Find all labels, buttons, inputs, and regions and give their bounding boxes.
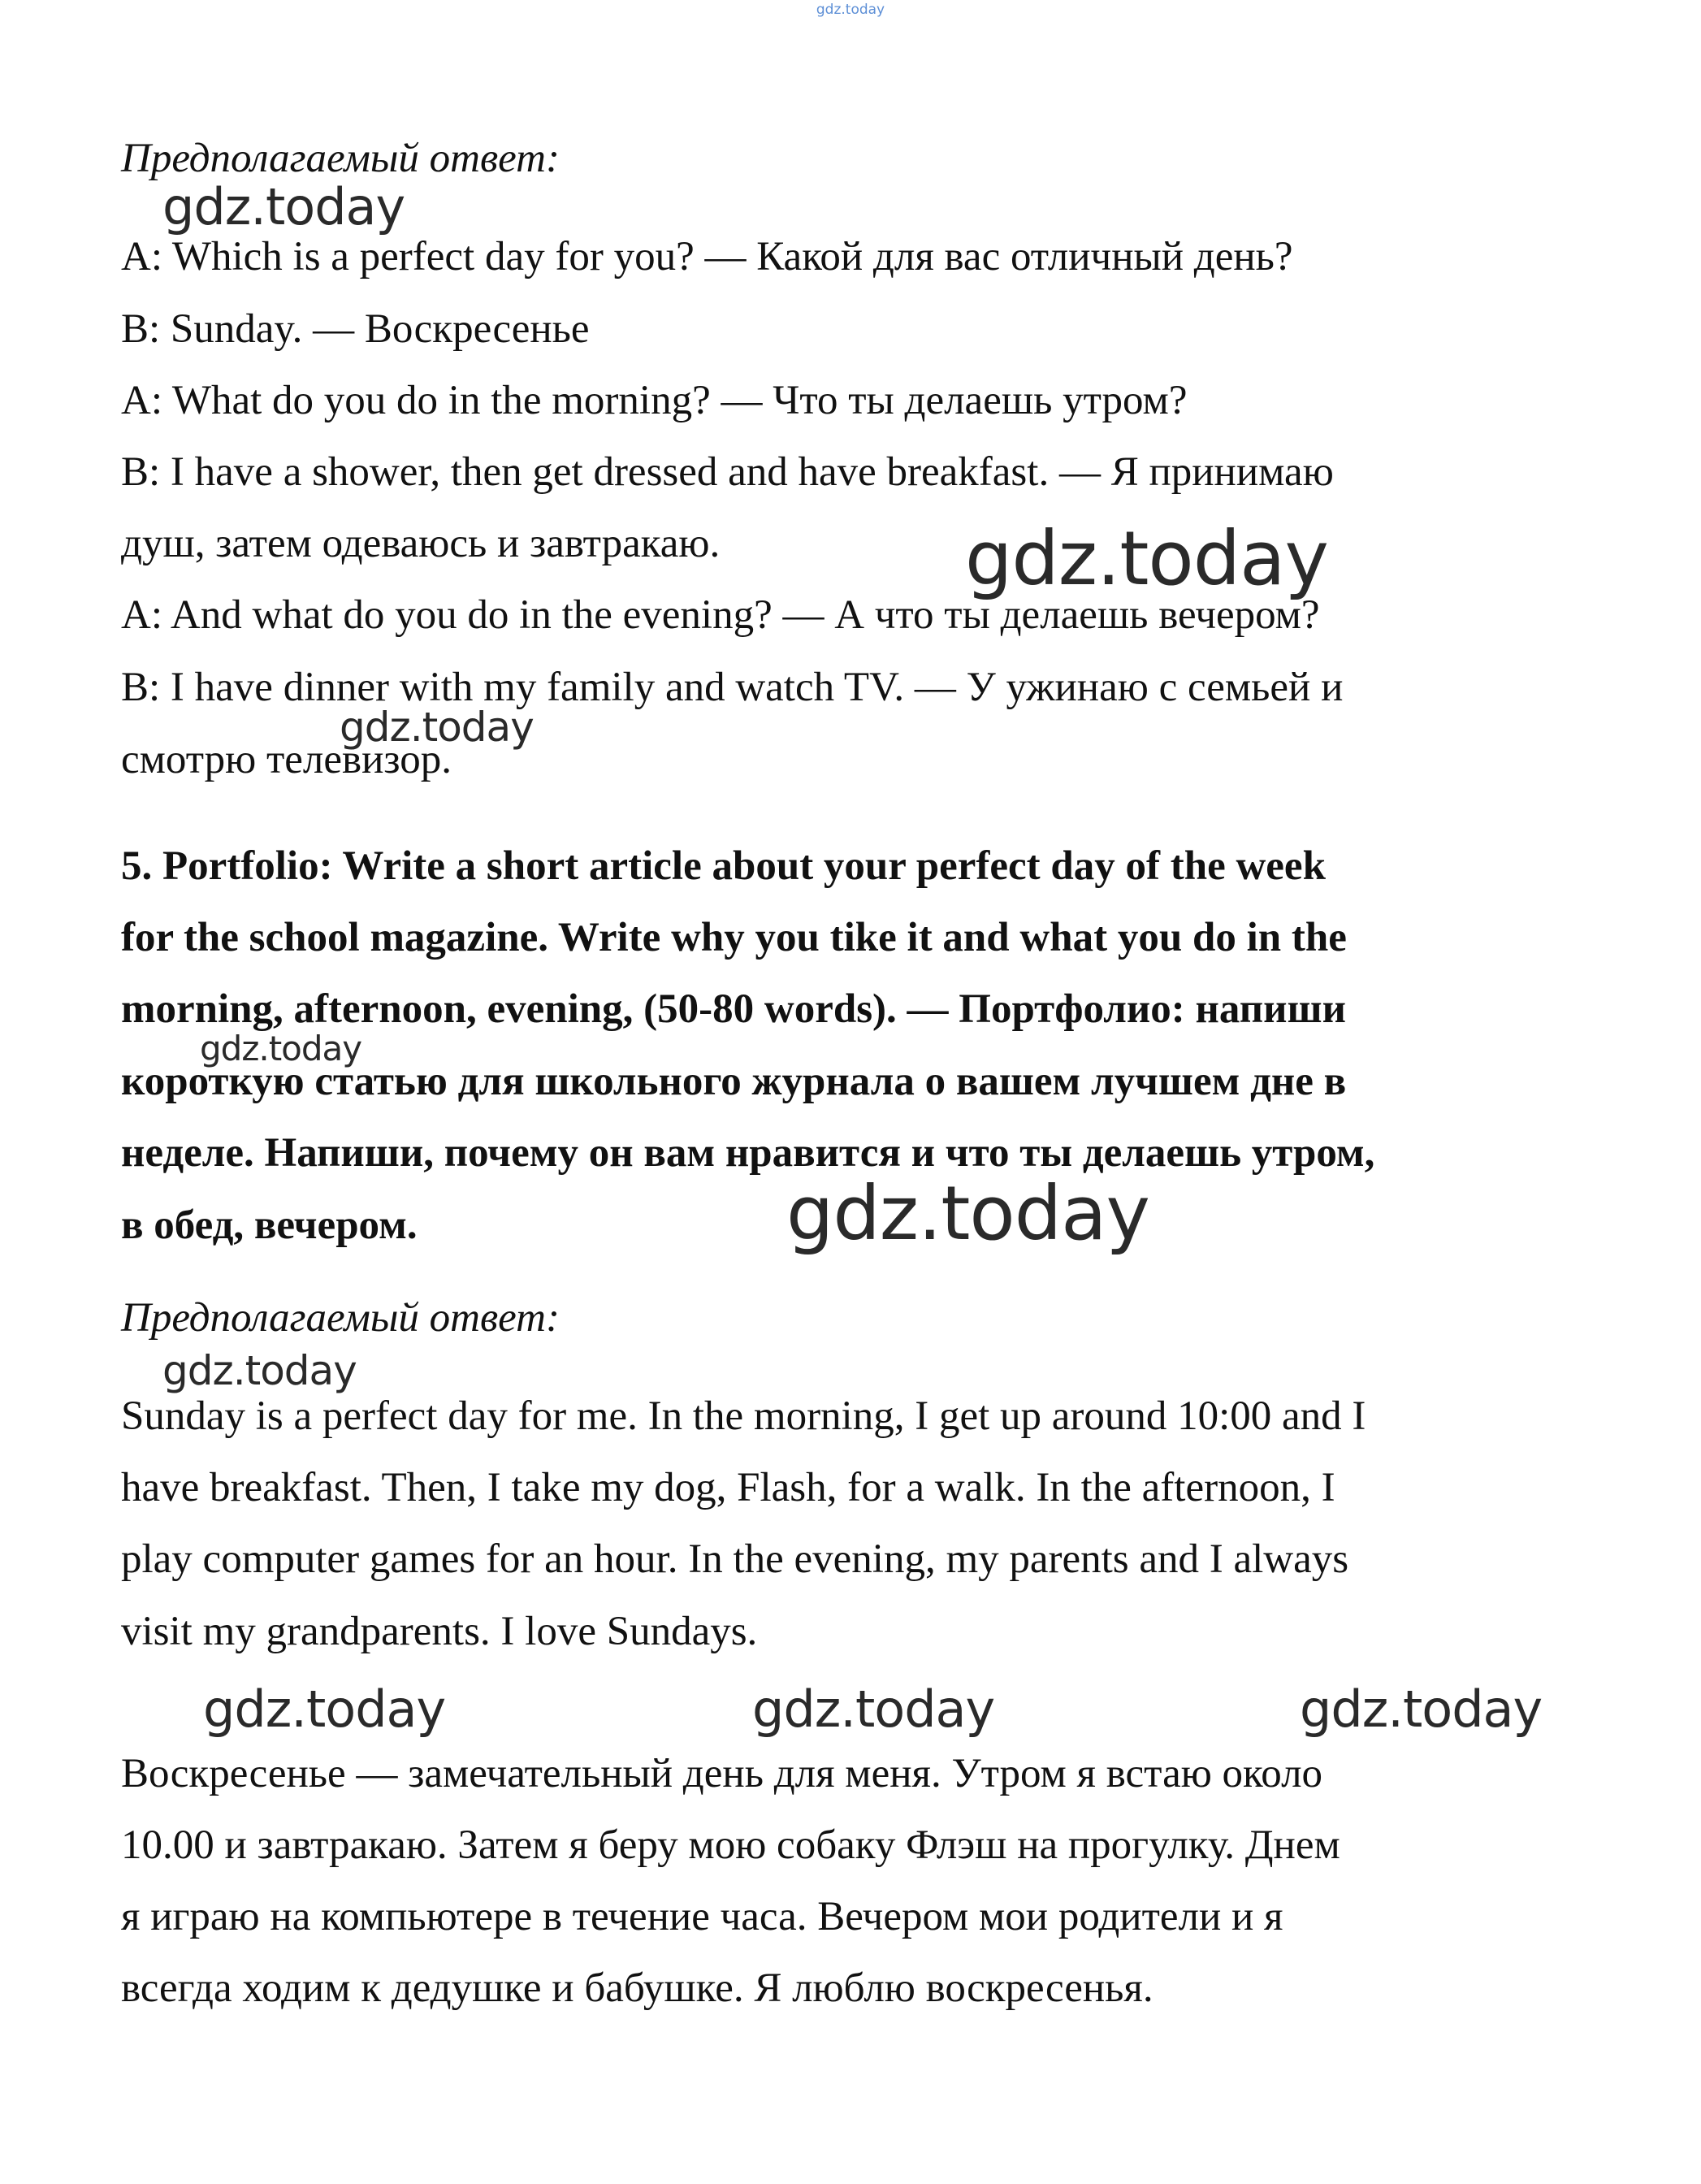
task-heading-line: for the school magazine. Write why you tike it and what you do in the — [121, 915, 1347, 960]
dialogue-line: A: Which is a perfect day for you? — Какой для вас отличный день? — [121, 234, 1293, 280]
task-heading-line: в обед, вечером. — [121, 1202, 418, 1248]
watermark: gdz.today — [203, 1679, 446, 1739]
answer-english-line: Sunday is a perfect day for me. In the morning, I get up around 10:00 and I — [121, 1393, 1366, 1439]
dialogue-line: A: What do you do in the morning? — Что ты делаешь утром? — [121, 378, 1188, 423]
header-watermark: gdz.today — [816, 2, 885, 18]
watermark: gdz.today — [1300, 1679, 1543, 1739]
watermark: gdz.today — [200, 1029, 362, 1068]
dialogue-line: смотрю телевизор. — [121, 737, 452, 782]
answer-label: Предполагаемый ответ: — [121, 136, 560, 181]
answer-russian-line: я играю на компьютере в течение часа. Вечером мои родители и я — [121, 1894, 1283, 1939]
task-heading-line: неделе. Напиши, почему он вам нравится и что ты делаешь утром, — [121, 1130, 1375, 1176]
task-heading-line: morning, afternoon, evening, (50-80 words). — Портфолио: напиши — [121, 986, 1346, 1032]
answer-english-line: play computer games for an hour. In the evening, my parents and I always — [121, 1536, 1349, 1582]
task-heading-line: 5. Portfolio: Write a short article about your perfect day of the week — [121, 843, 1326, 889]
watermark: gdz.today — [786, 1170, 1149, 1257]
dialogue-line: B: I have dinner with my family and watch TV. — У ужинаю с семьей и — [121, 665, 1344, 710]
answer-english-line: visit my grandparents. I love Sundays. — [121, 1609, 758, 1654]
watermark: gdz.today — [162, 177, 405, 236]
watermark: gdz.today — [340, 704, 534, 751]
answer-russian-line: Воскресенье — замечательный день для меня. Утром я встаю около — [121, 1751, 1323, 1796]
watermark: gdz.today — [752, 1679, 995, 1739]
answer-russian-line: всегда ходим к дедушке и бабушке. Я люблю воскресенья. — [121, 1965, 1153, 2011]
watermark: gdz.today — [965, 515, 1328, 602]
answer-label: Предполагаемый ответ: — [121, 1295, 560, 1341]
dialogue-line: A: And what do you do in the evening? — А что ты делаешь вечером? — [121, 592, 1320, 638]
watermark: gdz.today — [162, 1347, 357, 1394]
answer-english-line: have breakfast. Then, I take my dog, Flash, for a walk. In the afternoon, I — [121, 1465, 1335, 1510]
answer-russian-line: 10.00 и завтракаю. Затем я беру мою собаку Флэш на прогулку. Днем — [121, 1822, 1340, 1868]
task-heading-line: короткую статью для школьного журнала о вашем лучшем дне в — [121, 1059, 1347, 1104]
dialogue-line: B: I have a shower, then get dressed and have breakfast. — Я принимаю — [121, 449, 1334, 495]
dialogue-line: душ, затем одеваюсь и завтракаю. — [121, 521, 721, 566]
dialogue-line: B: Sunday. — Воскресенье — [121, 306, 590, 352]
